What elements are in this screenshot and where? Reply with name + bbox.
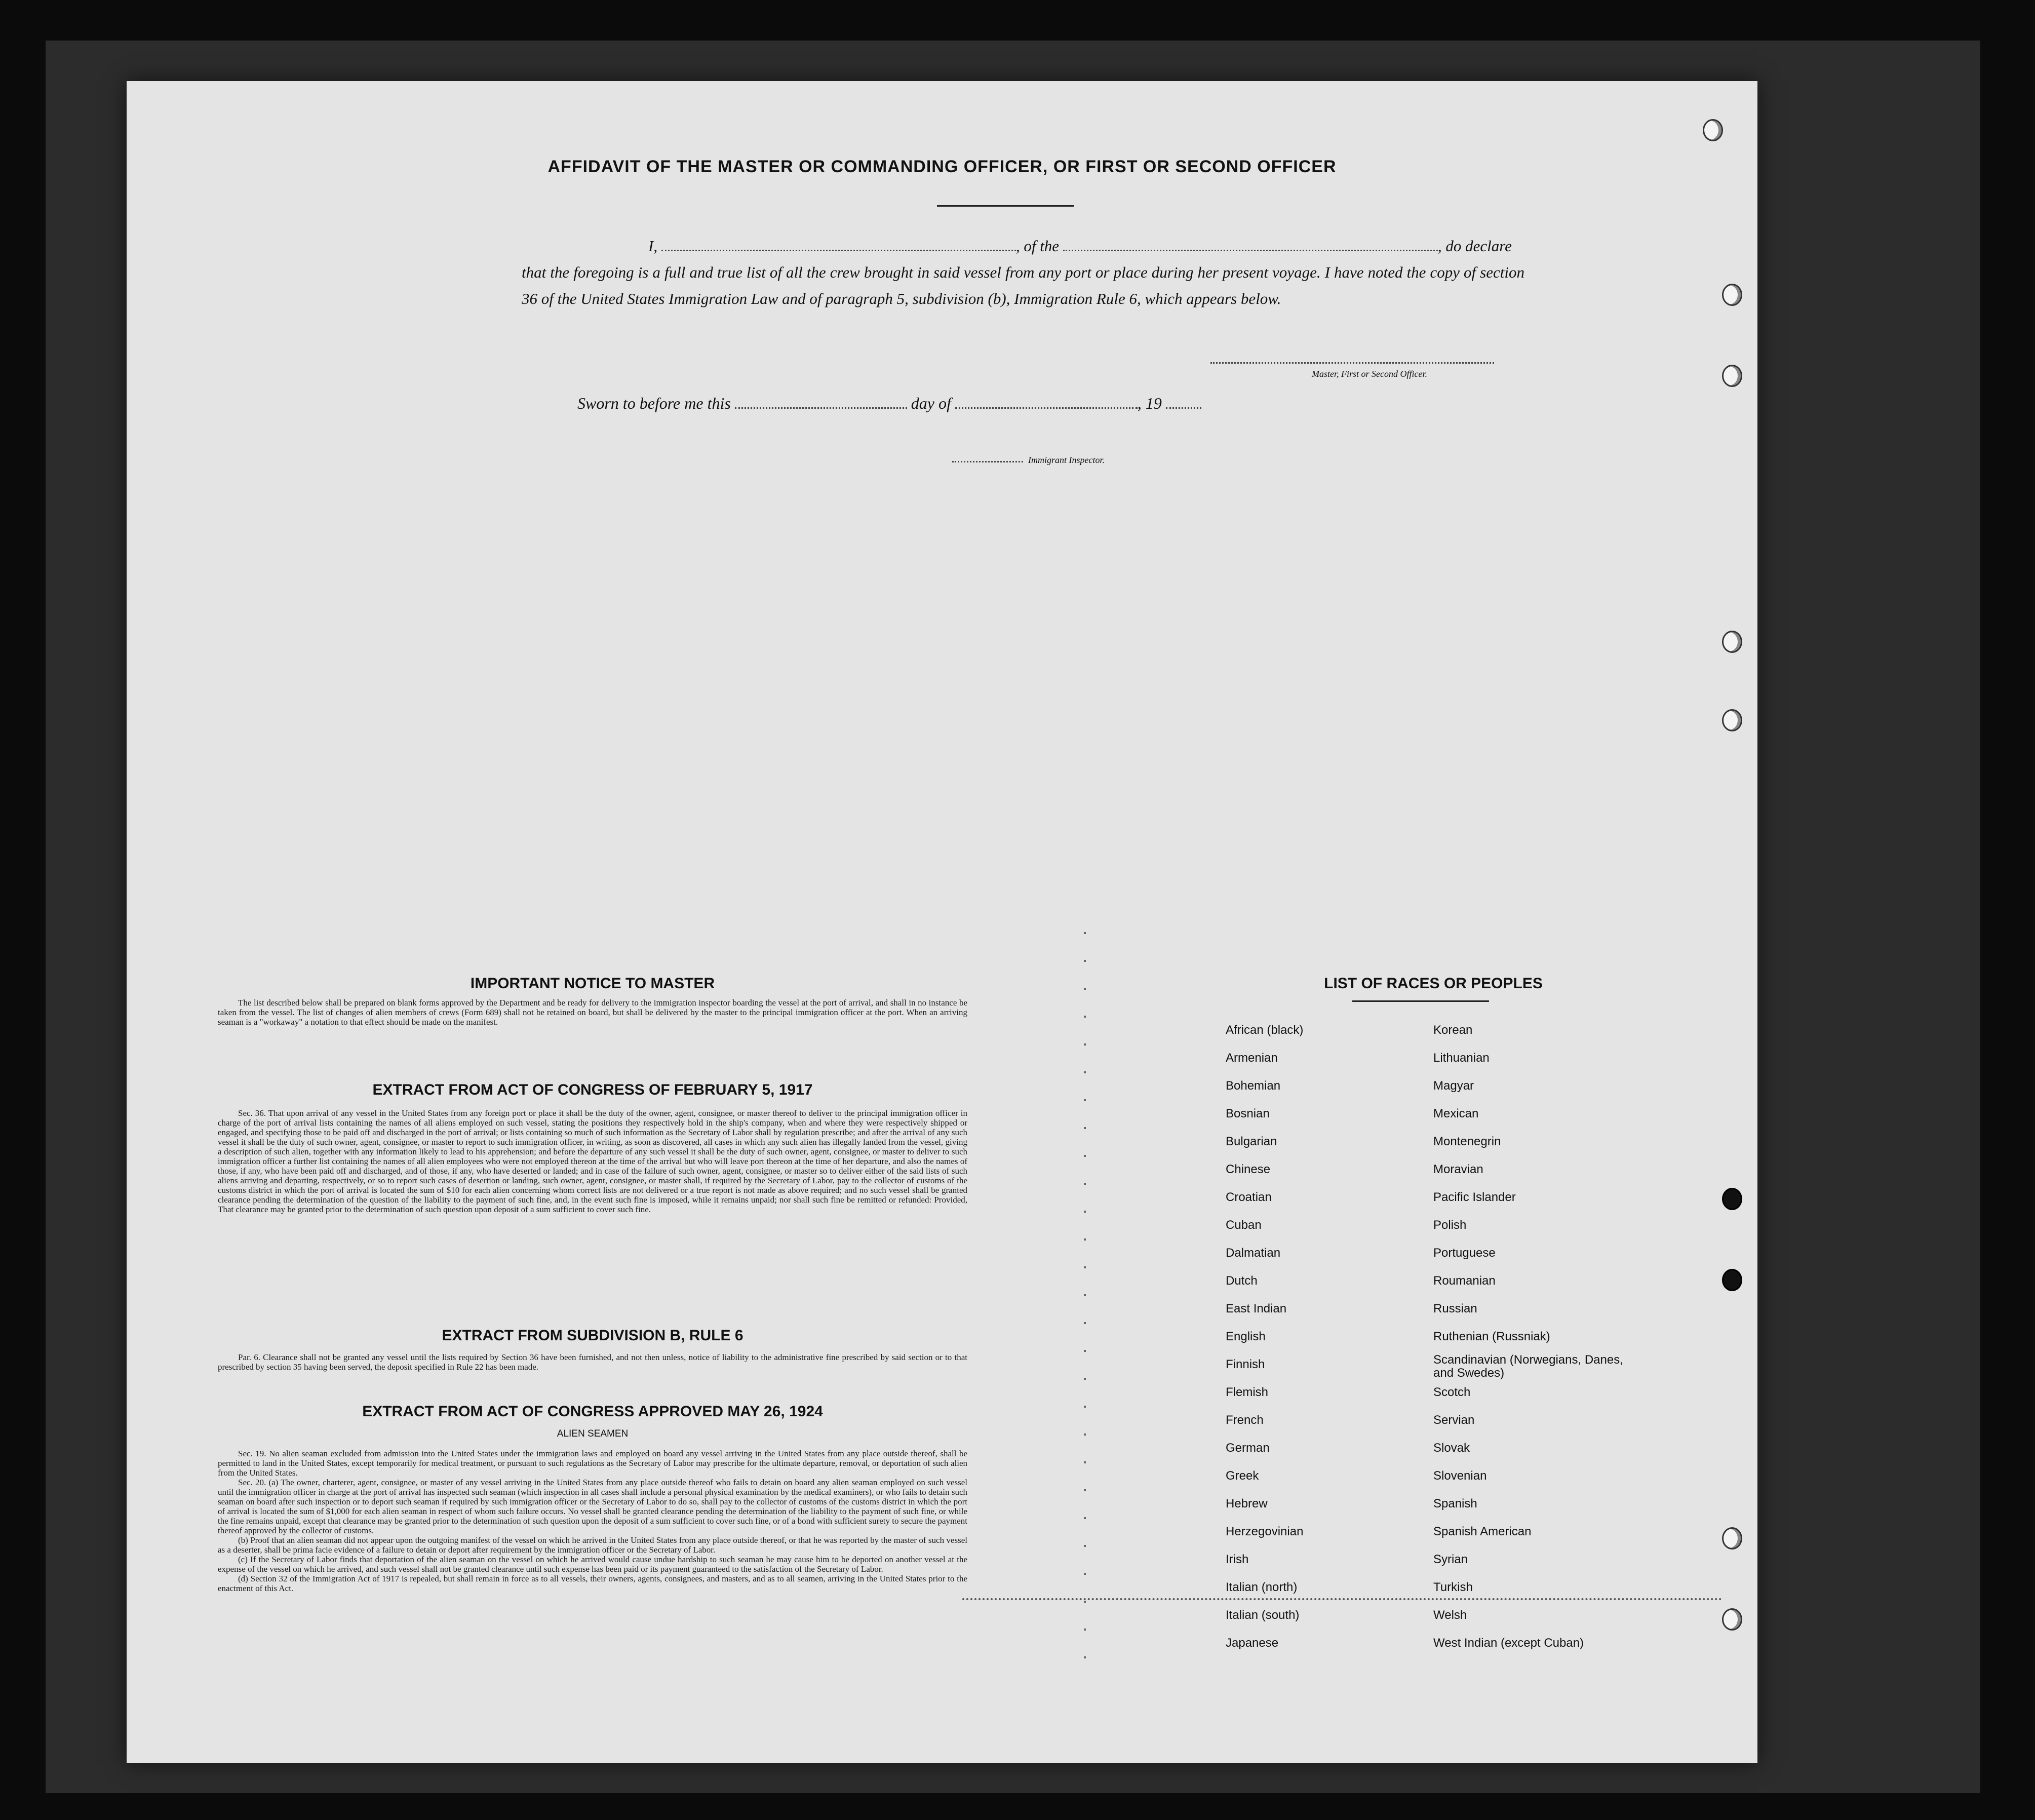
race-item: Ruthenian (Russniak) bbox=[1433, 1330, 1550, 1343]
act-1924-subtitle: ALIEN SEAMEN bbox=[557, 1428, 629, 1439]
race-item: Hebrew bbox=[1226, 1497, 1268, 1511]
binder-hole bbox=[1722, 1608, 1742, 1631]
race-item: Bohemian bbox=[1226, 1079, 1281, 1093]
race-item: Servian bbox=[1433, 1413, 1475, 1427]
binder-hole bbox=[1703, 119, 1723, 141]
act-1924-paragraph: (d) Section 32 of the Immigration Act of 1917 is repealed, but shall remain in force as to all vessels, their owners, agents, consignees, and masters, and as to all seamen, arriving in the United States prior to the enactment of this Act. bbox=[218, 1574, 967, 1593]
affidavit-of-the: , of the bbox=[1015, 237, 1060, 255]
race-item: Scandinavian (Norwegians, Danes, and Swedes) bbox=[1433, 1353, 1623, 1380]
race-item: Pacific Islander bbox=[1433, 1190, 1516, 1204]
sworn-year: , 19 bbox=[1137, 394, 1162, 412]
race-item: Lithuanian bbox=[1433, 1051, 1490, 1065]
race-item: English bbox=[1226, 1330, 1266, 1343]
binder-hole bbox=[1722, 631, 1742, 653]
race-item: Spanish American bbox=[1433, 1525, 1532, 1538]
vessel-blank[interactable] bbox=[1063, 238, 1438, 251]
race-item: Bosnian bbox=[1226, 1107, 1270, 1120]
affidavit-do-declare: , do declare bbox=[1437, 237, 1512, 255]
bleed-through-text bbox=[203, 501, 1757, 502]
race-item: Magyar bbox=[1433, 1079, 1474, 1093]
inspector-signature-blank[interactable] bbox=[952, 461, 1023, 462]
title-rule bbox=[937, 205, 1074, 207]
race-item: West Indian (except Cuban) bbox=[1433, 1636, 1584, 1650]
signature-caption: Master, First or Second Officer. bbox=[1312, 369, 1427, 379]
race-item: Greek bbox=[1226, 1469, 1259, 1483]
inspector-caption: Immigrant Inspector. bbox=[1028, 455, 1105, 465]
document-page bbox=[127, 81, 1757, 1763]
act-1924-text bbox=[218, 1449, 967, 1593]
race-item: Chinese bbox=[1226, 1163, 1271, 1176]
notice-text bbox=[218, 998, 967, 1027]
race-item: Flemish bbox=[1226, 1385, 1269, 1399]
race-item: Montenegrin bbox=[1433, 1135, 1501, 1148]
binder-hole bbox=[1722, 284, 1742, 306]
race-item: Turkish bbox=[1433, 1580, 1473, 1594]
races-title: LIST OF RACES OR PEOPLES bbox=[1324, 975, 1543, 992]
race-item: Herzegovinian bbox=[1226, 1525, 1304, 1538]
act-1924-paragraph: Sec. 19. No alien seaman excluded from admission into the United States under the immigration laws and employed on board any vessel arriving in the United States from any place outside thereof, shall be permitted to land in the United States, except temporarily for medical treatment, or pursuant to such regulations as the Secretary of Labor may prescribe for the ultimate departure, removal, or deportation of such alien from the United States. bbox=[218, 1449, 967, 1478]
race-item: Armenian bbox=[1226, 1051, 1278, 1065]
sworn-month-blank[interactable] bbox=[955, 395, 1138, 409]
sworn-day-of: day of bbox=[911, 394, 951, 412]
races-title-rule bbox=[1352, 1000, 1489, 1002]
race-item: African (black) bbox=[1226, 1023, 1304, 1037]
race-item: Syrian bbox=[1433, 1553, 1468, 1566]
race-item: Slovak bbox=[1433, 1441, 1470, 1455]
race-item: Moravian bbox=[1433, 1163, 1483, 1176]
races-list bbox=[1226, 1023, 1681, 1682]
rule-6-title: EXTRACT FROM SUBDIVISION B, RULE 6 bbox=[442, 1327, 743, 1344]
rule-6-text bbox=[218, 1352, 967, 1372]
race-item: German bbox=[1226, 1441, 1270, 1455]
race-item: Japanese bbox=[1226, 1636, 1279, 1650]
act-1917-paragraph: Sec. 36. That upon arrival of any vessel in the United States from any foreign port or place it shall be the duty of the owner, agent, consignee, or master thereof to deliver to the principal immigration officer in charge of the port of arrival lists containing the names of all aliens employed on such vessel, stating the positions they respectively hold in the ship's company, when and where they were respectively shipped or engaged, and specifying those to be paid off and discharged in the port of arrival; or lists containing so much of such information as the Secretary of Labor shall by regulation prescribe; and after the arrival of any such vessel it shall be the duty of such owner, agent, consignee, or master to report to such immigration officer, in writing, as soon as discovered, all cases in which any such alien has illegally landed from the vessel, giving a description of such alien, together with any information likely to lead to his apprehension; and before the departure of any such vessel it shall be the duty of such owner, agent, consignee, or master to deliver to such immigration officer a further list containing the names of all alien employees who were not employed thereon at the time of the arrival but who will leave port thereon at the time of her departure, and also the names of those, if any, who have been paid off and discharged, and of those, if any, who have deserted or landed; and in case of the failure of such owner, agent, consignee, or master so to deliver either of the said lists of such aliens arriving and departing, respectively, or so to report such cases of desertion or landing, such owner, agent, consignee, or master shall, if required by the Secretary of Labor, pay to the collector of customs of the customs district in which the port of arrival is located the sum of $10 for each alien concerning whom correct lists are not delivered or a true report is not made as above required; and no such vessel shall be granted clearance pending the determination of the question of the liability to the payment of such fine, and, in the event such fine is imposed, while it remains unpaid; nor shall such fine be remitted or refunded: Provided, That clearance may be granted prior to the determination of such question upon deposit of a sum sufficient to cover such fine. bbox=[218, 1108, 967, 1214]
race-item: Dutch bbox=[1226, 1274, 1258, 1288]
race-item: Spanish bbox=[1433, 1497, 1477, 1511]
column-divider-dots bbox=[1084, 932, 1086, 1667]
race-item: Korean bbox=[1433, 1023, 1473, 1037]
sworn-day-blank[interactable] bbox=[735, 395, 907, 409]
race-item: Croatian bbox=[1226, 1190, 1272, 1204]
act-1924-paragraph: (b) Proof that an alien seaman did not appear upon the outgoing manifest of the vessel on which he arrived in the United States from any place outside thereof, or that he was reported by the master of such vessel as a deserter, shall be prima facie evidence of a failure to detain or deport after requirement by the immigration officer or the Secretary of Labor. bbox=[218, 1535, 967, 1555]
binder-hole bbox=[1722, 709, 1742, 731]
binder-hole bbox=[1722, 1269, 1742, 1291]
race-item: Irish bbox=[1226, 1553, 1249, 1566]
race-item: Dalmatian bbox=[1226, 1246, 1281, 1260]
notice-title: IMPORTANT NOTICE TO MASTER bbox=[470, 975, 715, 992]
race-item: Scotch bbox=[1433, 1385, 1471, 1399]
act-1917-text bbox=[218, 1108, 967, 1214]
sworn-line bbox=[577, 394, 1201, 413]
notice-paragraph: The list described below shall be prepared on blank forms approved by the Department and be ready for delivery to the immigration inspector boarding the vessel at the port of arrival, and shall in no instance be taken from the vessel. The list of changes of alien members of crews (Form 689) shall not be retained on board, but shall be delivered by the master to the principal immigration officer at the port. When an arriving seaman is a "workaway" a notation to that effect should be made on the manifest. bbox=[218, 998, 967, 1027]
race-item: Finnish bbox=[1226, 1358, 1265, 1371]
name-blank[interactable] bbox=[661, 238, 1016, 251]
rule-6-paragraph: Par. 6. Clearance shall not be granted any vessel until the lists required by Section 36 have been furnished, and not then unless, notice of liability to the administrative fine prescribed by said section or to that prescribed by section 35 having been served, the deposit specified in Rule 22 has been made. bbox=[218, 1352, 967, 1372]
race-item: Slovenian bbox=[1433, 1469, 1487, 1483]
affidavit-i: I, bbox=[648, 237, 658, 255]
sworn-year-blank[interactable] bbox=[1166, 395, 1201, 409]
race-item: Italian (north) bbox=[1226, 1580, 1298, 1594]
race-item: Italian (south) bbox=[1226, 1608, 1300, 1622]
affidavit-body bbox=[522, 233, 1524, 312]
affidavit-title: AFFIDAVIT OF THE MASTER OR COMMANDING OFFICER, OR FIRST OR SECOND OFFICER bbox=[547, 157, 1337, 176]
race-item: Cuban bbox=[1226, 1218, 1262, 1232]
race-item: East Indian bbox=[1226, 1302, 1287, 1315]
signature-blank[interactable] bbox=[1210, 362, 1494, 364]
race-item: Portuguese bbox=[1433, 1246, 1496, 1260]
affidavit-text: that the foregoing is a full and true list of all the crew brought in said vessel from any port or place during her present voyage. I have noted the copy of section 36 of the United States Immigration Law and of paragraph 5, subdivision (b), Immigration Rule 6, which appears below. bbox=[522, 263, 1524, 307]
binder-hole bbox=[1722, 1188, 1742, 1210]
race-item: Roumanian bbox=[1433, 1274, 1496, 1288]
act-1924-title: EXTRACT FROM ACT OF CONGRESS APPROVED MAY 26, 1924 bbox=[362, 1403, 823, 1420]
act-1924-paragraph: (c) If the Secretary of Labor finds that deportation of the alien seaman on the vessel on which he arrived would cause undue hardship to such seaman he may cause him to be deported on another vessel at the expense of the vessel on which he arrived, and such vessel shall not be granted clearance until such expense has been paid or its payment guaranteed to the satisfaction of the Secretary of Labor. bbox=[218, 1555, 967, 1574]
race-item: French bbox=[1226, 1413, 1264, 1427]
race-item: Mexican bbox=[1433, 1107, 1479, 1120]
race-item: Welsh bbox=[1433, 1608, 1467, 1622]
race-item: Bulgarian bbox=[1226, 1135, 1277, 1148]
binder-hole bbox=[1722, 365, 1742, 387]
affidavit-line-1 bbox=[522, 233, 1524, 259]
race-item: Polish bbox=[1433, 1218, 1467, 1232]
act-1917-title: EXTRACT FROM ACT OF CONGRESS OF FEBRUARY 5, 1917 bbox=[372, 1081, 813, 1098]
race-item: Russian bbox=[1433, 1302, 1477, 1315]
sworn-text: Sworn to before me this bbox=[577, 394, 731, 412]
act-1924-paragraph: Sec. 20. (a) The owner, charterer, agent, consignee, or master of any vessel arriving in the United States from any place outside thereof who fails to detain on board any alien seaman employed on such vessel until the immigration officer in charge at the port of arrival has inspected such seaman (which inspection in all cases shall include a personal physical examination by the medical examiners), or who fails to detain such seaman on board after such inspection or to deport such seaman if required by such immigration officer or the Secretary of Labor to do so, shall pay to the collector of customs of the customs district in which the port of arrival is located the sum of $1,000 for each alien seaman in respect of whom such failure occurs. No vessel shall be granted clearance pending the determination of the liability to the payment of such fine, or while the fine remains unpaid, except that clearance may be granted prior to the determination of such question upon the deposit of a sum sufficient to cover such fine, or of a bond with sufficient surety to secure the payment thereof approved by the collector of customs. bbox=[218, 1478, 967, 1535]
binder-hole bbox=[1722, 1527, 1742, 1550]
